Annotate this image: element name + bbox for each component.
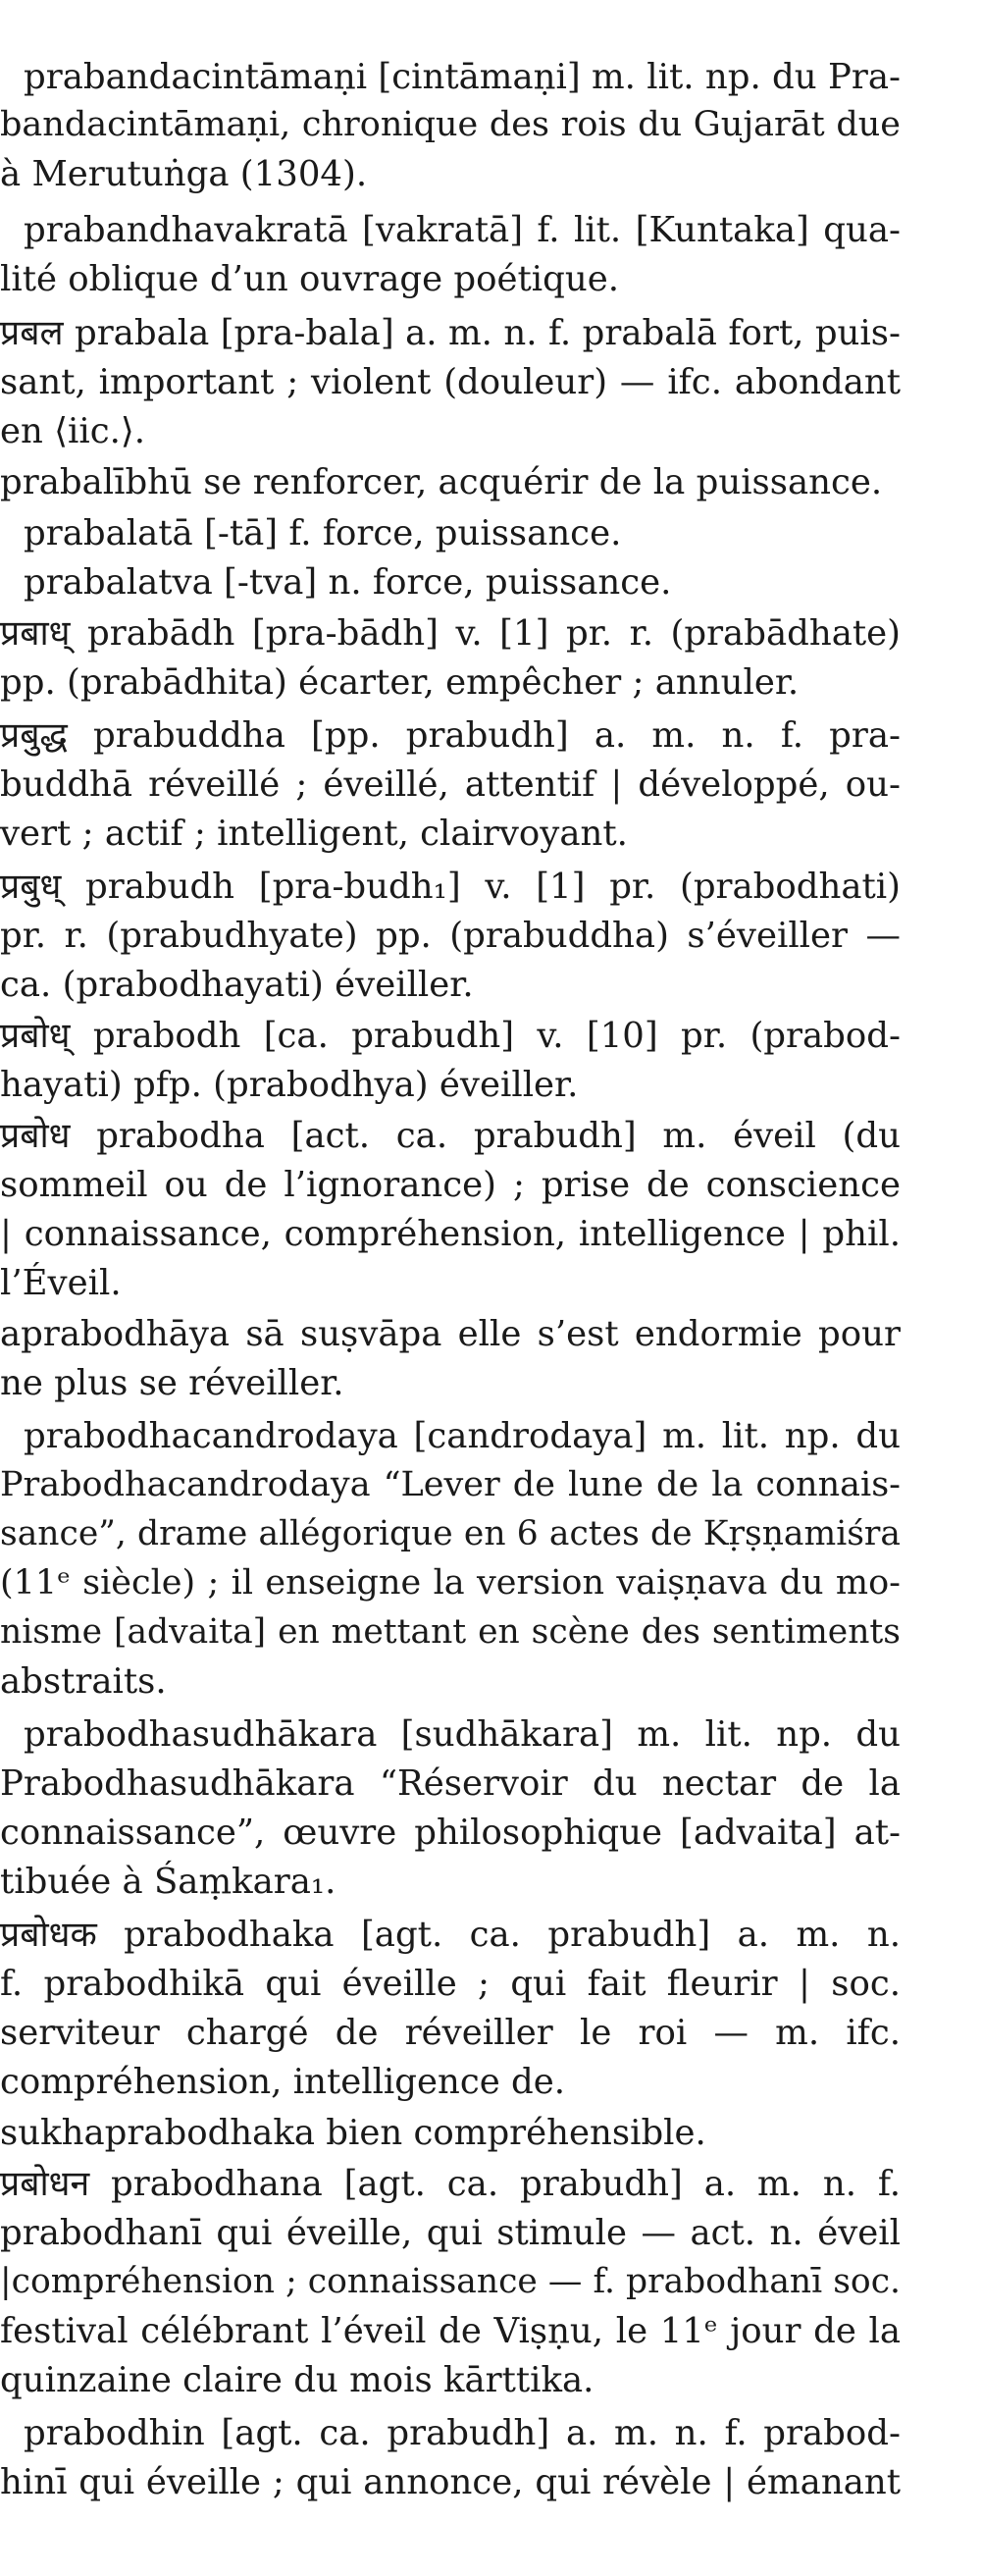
text-line: quinzaine claire du mois kārttika. <box>0 2360 594 2400</box>
text-line: sance”, drame allégorique en 6 actes de Kṛṣṇamiśra <box>0 1514 901 1553</box>
text-line: प्रबोधक prabodhaka [agt. ca. prabudh] a. m. n. <box>0 1915 901 1955</box>
text-line: buddhā réveillé ; éveillé, attentif | développé, ou- <box>0 764 901 805</box>
text-line: prabalatā [-tā] f. force, puissance. <box>24 513 622 553</box>
text-line: l’Éveil. <box>0 1263 122 1303</box>
text-line: sommeil ou de l’ignorance) ; prise de conscience <box>0 1165 901 1205</box>
text-line: vert ; actif ; intelligent, clairvoyant. <box>0 814 628 854</box>
text-line: प्रबुद्ध prabuddha [pp. prabudh] a. m. n. f. pra- <box>0 715 901 756</box>
text-line: sukhaprabodhaka bien compréhensible. <box>0 2113 706 2153</box>
text-line: bandacintāmaṇi, chronique des rois du Gujarāt due <box>0 105 901 144</box>
text-line: | connaissance, compréhension, intelligence | phil. <box>0 1214 901 1254</box>
text-line: प्रबुध् prabudh [pra-budh₁] v. [1] pr. (prabodhati) <box>0 867 901 907</box>
text-line: pp. (prabādhita) écarter, empêcher ; annuler. <box>0 662 800 703</box>
text-line: compréhension, intelligence de. <box>0 2062 566 2102</box>
text-line: |compréhension ; connaissance — f. prabodhanī soc. <box>0 2262 901 2301</box>
text-line: प्रबल prabala [pra-bala] a. m. n. f. prabalā fort, puis- <box>0 313 901 353</box>
text-line: nisme [advaita] en mettant en scène des sentiments <box>0 1612 901 1652</box>
text-line: prabandhavakratā [vakratā] f. lit. [Kuntaka] qua- <box>24 210 901 250</box>
text-line: prabandacintāmaṇi [cintāmaṇi] m. lit. np. du Pra- <box>24 57 901 97</box>
text-line: lité oblique d’un ouvrage poétique. <box>0 259 620 299</box>
text-line: Prabodhasudhākara “Réservoir du nectar de la <box>0 1763 901 1804</box>
text-line: प्रबाध् prabādh [pra-bādh] v. [1] pr. r. (prabādhate) <box>0 613 901 654</box>
text-line: hinī qui éveille ; qui annonce, qui révèle | émanant <box>0 2462 901 2502</box>
text-line: f. prabodhikā qui éveille ; qui fait fleurir | soc. <box>0 1964 901 2004</box>
text-line: prabodhasudhākara [sudhākara] m. lit. np. du <box>24 1714 901 1755</box>
text-line: प्रबोध prabodha [act. ca. prabudh] m. éveil (du <box>0 1116 901 1156</box>
text-line: prabodhacandrodaya [candrodaya] m. lit. np. du <box>24 1416 901 1456</box>
text-line: प्रबोध् prabodh [ca. prabudh] v. [10] pr. (prabod- <box>0 1016 901 1056</box>
text-line: festival célébrant l’éveil de Viṣṇu, le 11ᵉ jour de la <box>0 2311 901 2351</box>
text-line: sant, important ; violent (douleur) — ifc. abondant <box>0 362 901 402</box>
text-line: tibuée à Śaṃkara₁. <box>0 1862 336 1902</box>
text-line: ne plus se réveiller. <box>0 1363 344 1403</box>
text-line: aprabodhāya sā suṣvāpa elle s’est endormie pour <box>0 1314 901 1354</box>
text-line: connaissance”, œuvre philosophique [advaita] at- <box>0 1813 901 1853</box>
text-line: prabodhin [agt. ca. prabudh] a. m. n. f. prabod- <box>24 2413 901 2453</box>
text-line: à Merutuṅga (1304). <box>0 154 368 194</box>
text-line: प्रबोधन prabodhana [agt. ca. prabudh] a. m. n. f. <box>0 2164 901 2204</box>
text-line: (11ᵉ siècle) ; il enseigne la version vaiṣṇava du mo- <box>0 1563 901 1603</box>
text-line: en ⟨iic.⟩. <box>0 411 146 451</box>
text-line: serviteur chargé de réveiller le roi — m. ifc. <box>0 2013 901 2053</box>
text-line: hayati) pfp. (prabodhya) éveiller. <box>0 1065 579 1105</box>
text-line: prabalībhū se renforcer, acquérir de la puissance. <box>0 462 883 502</box>
text-line: Prabodhacandrodaya “Lever de lune de la connais- <box>0 1465 901 1504</box>
text-line: abstraits. <box>0 1661 167 1702</box>
text-line: prabodhanī qui éveille, qui stimule — act. n. éveil <box>0 2213 901 2253</box>
text-line: ca. (prabodhayati) éveiller. <box>0 965 474 1005</box>
text-line: prabalatva [-tva] n. force, puissance. <box>24 562 672 603</box>
text-line: pr. r. (prabudhyate) pp. (prabuddha) s’éveiller — <box>0 916 901 956</box>
